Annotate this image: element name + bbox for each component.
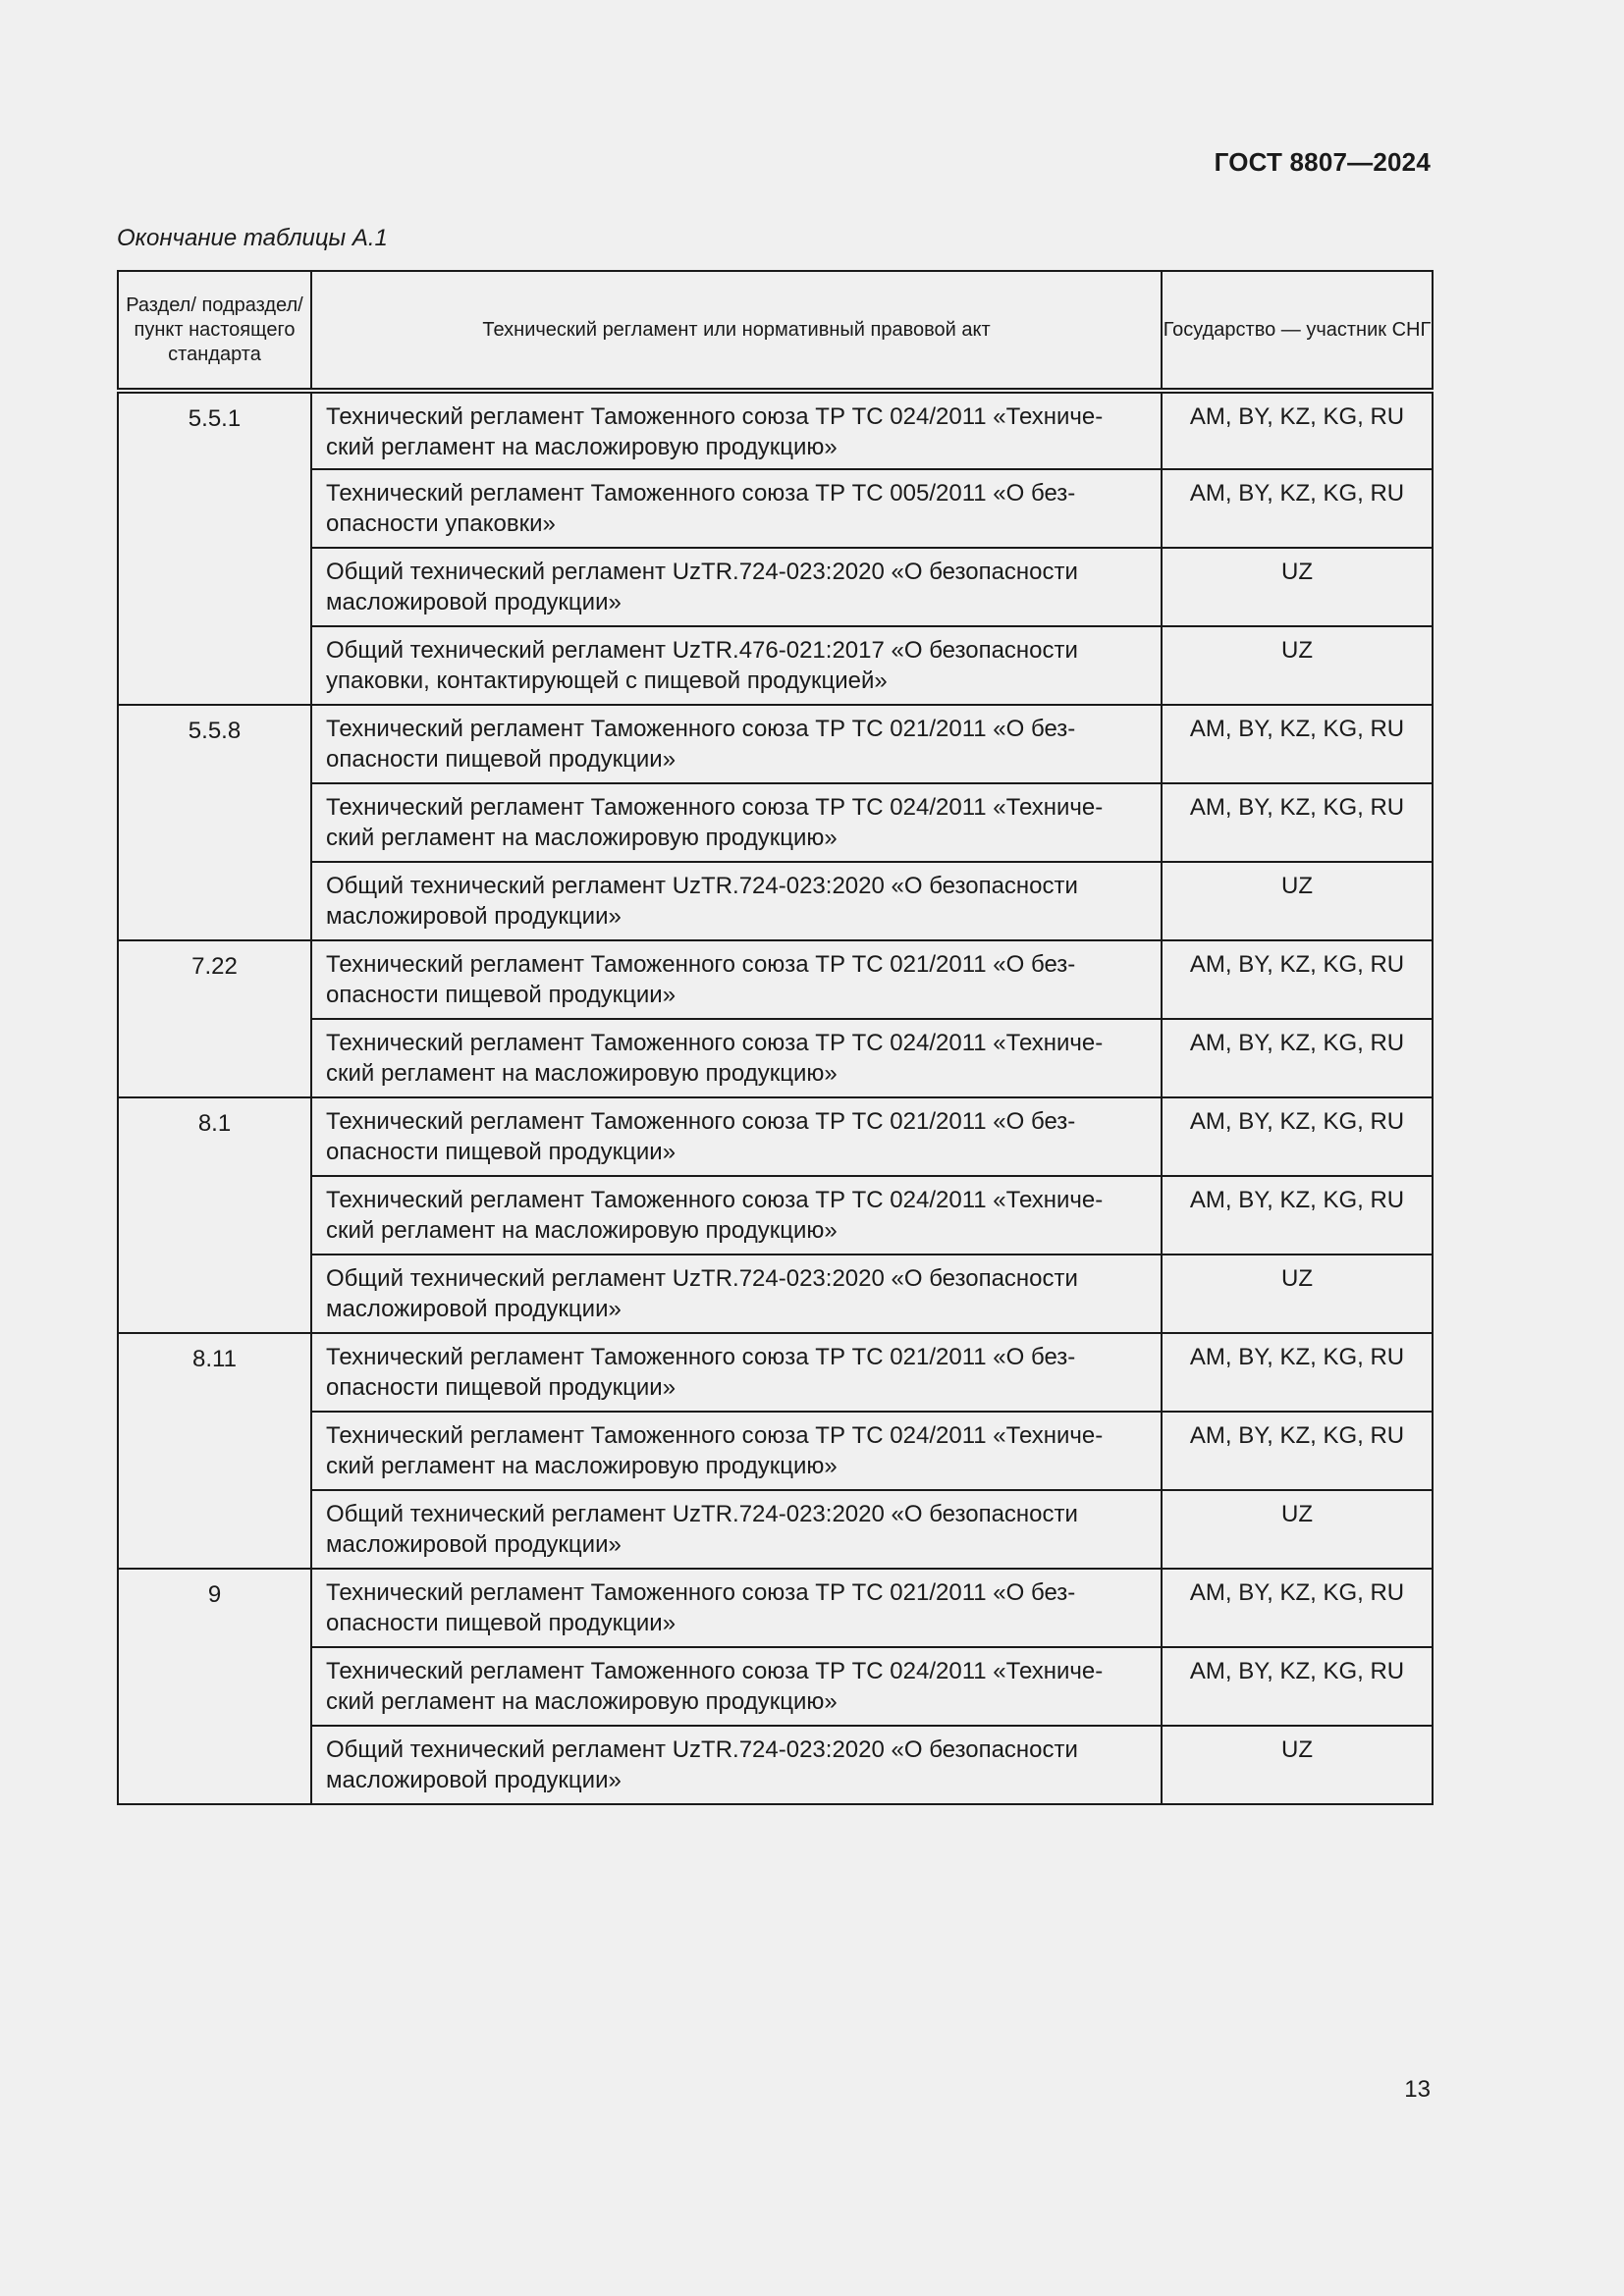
country-cell: AM, BY, KZ, KG, RU xyxy=(1162,1176,1433,1255)
table-row xyxy=(118,862,1433,940)
table-row xyxy=(118,1569,1433,1647)
header-row xyxy=(118,271,1433,391)
table-row xyxy=(118,940,1433,1019)
table-row xyxy=(118,1019,1433,1097)
section-cell: 7.22 xyxy=(118,940,311,1097)
regulation-cell: Технический регламент Таможенного союза ТР ТС 024/2011 «Техниче-ский регламент на масложировую продукцию» xyxy=(311,783,1162,862)
country-cell: AM, BY, KZ, KG, RU xyxy=(1162,469,1433,548)
regulation-cell: Общий технический регламент UzTR.724-023:2020 «О безопасности масложировой продукции» xyxy=(311,1255,1162,1333)
table-row xyxy=(118,469,1433,548)
table-caption: Окончание таблицы А.1 xyxy=(117,225,388,251)
regulation-cell: Технический регламент Таможенного союза ТР ТС 024/2011 «Техниче-ский регламент на масложировую продукцию» xyxy=(311,1412,1162,1490)
table-row xyxy=(118,705,1433,783)
table-row xyxy=(118,1490,1433,1569)
country-cell: UZ xyxy=(1162,548,1433,626)
country-cell: AM, BY, KZ, KG, RU xyxy=(1162,705,1433,783)
document-id: ГОСТ 8807—2024 xyxy=(1214,147,1431,177)
table-row xyxy=(118,626,1433,705)
regulation-cell: Технический регламент Таможенного союза ТР ТС 024/2011 «Техниче-ский регламент на масложировую продукцию» xyxy=(311,391,1162,469)
regulation-cell: Технический регламент Таможенного союза ТР ТС 024/2011 «Техниче-ский регламент на масложировую продукцию» xyxy=(311,1647,1162,1726)
country-cell: UZ xyxy=(1162,1490,1433,1569)
country-cell: AM, BY, KZ, KG, RU xyxy=(1162,1019,1433,1097)
table-row xyxy=(118,548,1433,626)
regulation-cell: Технический регламент Таможенного союза ТР ТС 021/2011 «О без-опасности пищевой продукции» xyxy=(311,1097,1162,1176)
country-cell: AM, BY, KZ, KG, RU xyxy=(1162,1333,1433,1412)
regulations-table xyxy=(117,270,1434,1805)
page-number: 13 xyxy=(1404,2076,1431,2103)
table-row xyxy=(118,1176,1433,1255)
country-cell: AM, BY, KZ, KG, RU xyxy=(1162,1097,1433,1176)
table-body xyxy=(118,391,1433,1804)
regulation-cell: Технический регламент Таможенного союза ТР ТС 005/2011 «О без-опасности упаковки» xyxy=(311,469,1162,548)
country-cell: UZ xyxy=(1162,626,1433,705)
regulation-cell: Технический регламент Таможенного союза ТР ТС 024/2011 «Техниче-ский регламент на масложировую продукцию» xyxy=(311,1176,1162,1255)
country-cell: AM, BY, KZ, KG, RU xyxy=(1162,783,1433,862)
regulation-cell: Общий технический регламент UzTR.724-023:2020 «О безопасности масложировой продукции» xyxy=(311,548,1162,626)
regulation-cell: Общий технический регламент UzTR.724-023:2020 «О безопасности масложировой продукции» xyxy=(311,1726,1162,1804)
table-row xyxy=(118,1097,1433,1176)
table-row xyxy=(118,1412,1433,1490)
regulation-cell: Общий технический регламент UzTR.476-021:2017 «О безопасности упаковки, контактирующей с пищевой продукцией» xyxy=(311,626,1162,705)
table-row xyxy=(118,391,1433,469)
section-cell: 9 xyxy=(118,1569,311,1804)
section-cell: 5.5.1 xyxy=(118,391,311,705)
regulation-cell: Общий технический регламент UzTR.724-023:2020 «О безопасности масложировой продукции» xyxy=(311,862,1162,940)
regulation-cell: Технический регламент Таможенного союза ТР ТС 021/2011 «О без-опасности пищевой продукции» xyxy=(311,940,1162,1019)
country-cell: UZ xyxy=(1162,1726,1433,1804)
country-cell: AM, BY, KZ, KG, RU xyxy=(1162,1412,1433,1490)
table-row xyxy=(118,1333,1433,1412)
table-row xyxy=(118,783,1433,862)
section-cell: 8.11 xyxy=(118,1333,311,1569)
regulation-cell: Технический регламент Таможенного союза ТР ТС 021/2011 «О без-опасности пищевой продукции» xyxy=(311,1569,1162,1647)
table-row xyxy=(118,1726,1433,1804)
regulation-cell: Технический регламент Таможенного союза ТР ТС 021/2011 «О без-опасности пищевой продукции» xyxy=(311,1333,1162,1412)
country-cell: UZ xyxy=(1162,862,1433,940)
country-cell: AM, BY, KZ, KG, RU xyxy=(1162,1569,1433,1647)
country-cell: AM, BY, KZ, KG, RU xyxy=(1162,940,1433,1019)
regulation-cell: Общий технический регламент UzTR.724-023:2020 «О безопасности масложировой продукции» xyxy=(311,1490,1162,1569)
country-cell: UZ xyxy=(1162,1255,1433,1333)
regulation-cell: Технический регламент Таможенного союза ТР ТС 024/2011 «Техниче-ский регламент на масложировую продукцию» xyxy=(311,1019,1162,1097)
table-row xyxy=(118,1647,1433,1726)
table-row xyxy=(118,1255,1433,1333)
country-cell: AM, BY, KZ, KG, RU xyxy=(1162,1647,1433,1726)
section-cell: 5.5.8 xyxy=(118,705,311,940)
column-header-regulation: Технический регламент или нормативный правовой акт xyxy=(311,271,1162,391)
column-header-country: Государство — участник СНГ xyxy=(1162,271,1433,391)
column-header-section: Раздел/ подраздел/пункт настоящего стандарта xyxy=(118,271,311,391)
section-cell: 8.1 xyxy=(118,1097,311,1333)
table-header xyxy=(118,271,1433,391)
regulation-cell: Технический регламент Таможенного союза ТР ТС 021/2011 «О без-опасности пищевой продукции» xyxy=(311,705,1162,783)
country-cell: AM, BY, KZ, KG, RU xyxy=(1162,391,1433,469)
